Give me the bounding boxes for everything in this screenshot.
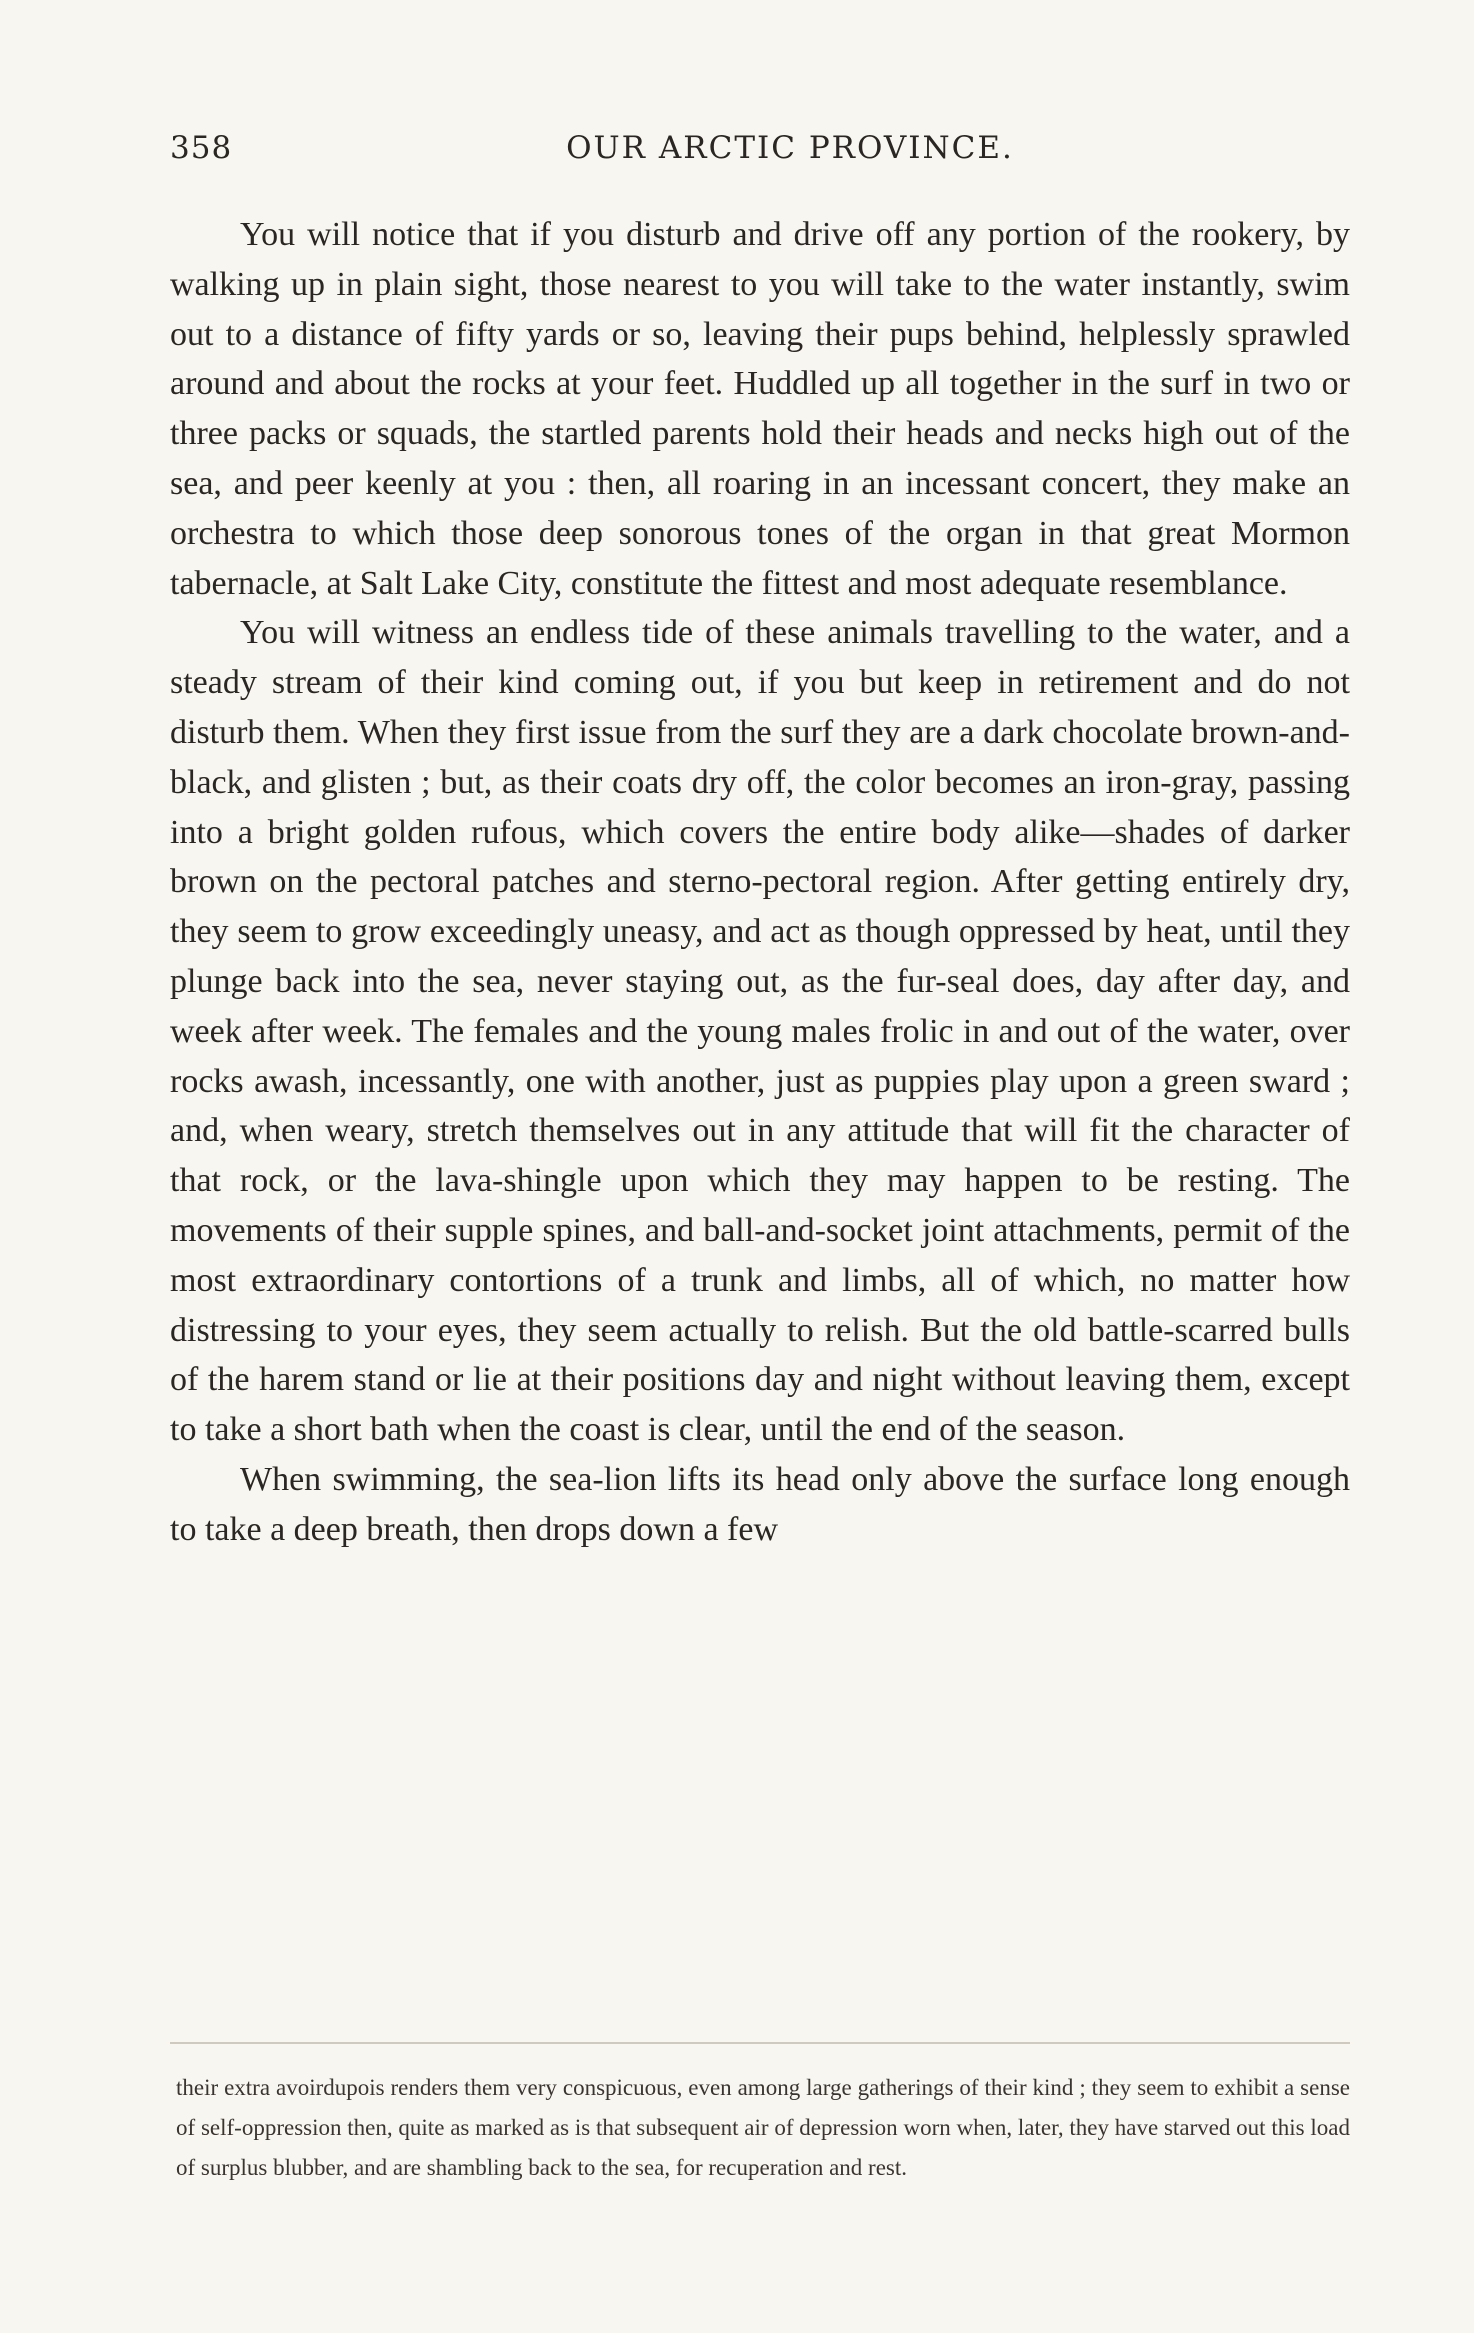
running-title: OUR ARCTIC PROVINCE.: [566, 130, 1014, 166]
paragraph-3: When swimming, the sea-lion lifts its head only above the surface long enough to take a deep breath, then drops down a few: [170, 1460, 1350, 1548]
footnote: their extra avoirdupois renders them very conspicuous, even among large gatherings of their kind ; they seem to exhibit a sense of self-oppression then, quite as marked as is that subsequent air of depression worn when, later, they have starved out this load of surplus blubber, and are shambling back to the sea, for recuperation and rest.: [176, 2075, 1350, 2180]
paragraph-1: You will notice that if you disturb and drive off any portion of the rookery, by walking up in plain sight, those nearest to you will take to the water instantly, swim out to a distance of fifty yards or so, leaving their pups behind, helplessly sprawled around and about the rocks at your feet. Huddled up all together in the surf in two or three packs or squads, the startled parents hold their heads and necks high out of the sea, and peer keenly at you : then, all roaring in an incessant concert, they make an orchestra to which those deep sonorous tones of the organ in that great Mormon tabernacle, at Salt Lake City, constitute the fittest and most adequate resemblance.: [170, 216, 1350, 602]
running-head: [170, 130, 1350, 178]
page-number: 358: [170, 130, 233, 166]
body-text: [170, 210, 1350, 1555]
paragraph-2: You will witness an endless tide of these animals travelling to the water, and a steady stream of their kind coming out, if you but keep in retirement and do not disturb them. When they first issue from the surf they are a dark chocolate brown-and-black, and glisten ; but, as their coats dry off, the color becomes an iron-gray, passing into a bright golden rufous, which covers the entire body alike—shades of darker brown on the pectoral patches and sterno-pectoral region. After getting entirely dry, they seem to grow exceedingly uneasy, and act as though oppressed by heat, until they plunge back into the sea, never staying out, as the fur-seal does, day after day, and week after week. The females and the young males frolic in and out of the water, over rocks awash, incessantly, one with another, just as puppies play upon a green sward ; and, when weary, stretch themselves out in any attitude that will fit the character of that rock, or the lava-shingle upon which they may happen to be resting. The movements of their supple spines, and ball-and-socket joint attachments, permit of the most extraordinary contortions of a trunk and limbs, all of which, no matter how distressing to your eyes, they seem actually to relish. But the old battle-scarred bulls of the harem stand or lie at their positions day and night without leaving them, except to take a short bath when the coast is clear, until the end of the season.: [170, 614, 1350, 1449]
footnote-rule: [170, 2042, 1350, 2044]
